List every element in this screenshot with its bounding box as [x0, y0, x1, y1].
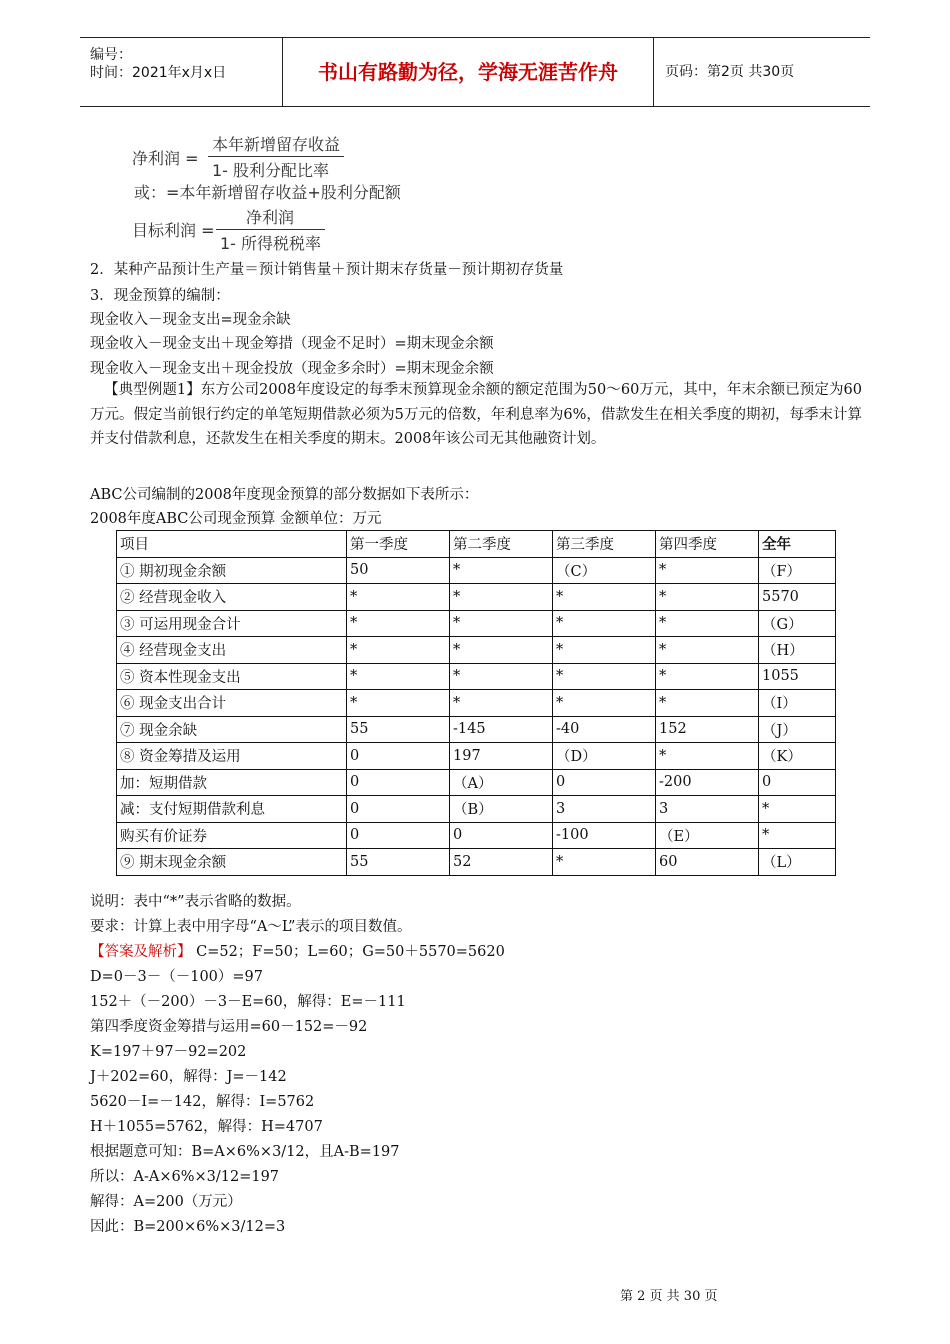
table-cell: ⑥ 现金支出合计	[117, 690, 347, 717]
answer-line: 152＋（－200）－3－E=60，解得：E=－111	[90, 994, 406, 1010]
table-cell: ② 经营现金收入	[117, 584, 347, 611]
table-cell: ⑧ 资金筹措及运用	[117, 743, 347, 770]
header-cell: 第二季度	[450, 531, 553, 558]
table-cell: *	[656, 743, 759, 770]
table-cell: *	[450, 557, 553, 584]
formula-target-profit-lhs: 目标利润 =	[132, 221, 215, 240]
table-body	[117, 557, 836, 875]
header-cell: 第一季度	[347, 531, 450, 558]
table-cell: 0	[553, 769, 656, 796]
table-row	[117, 822, 836, 849]
table-row	[117, 716, 836, 743]
table-cell: ⑨ 期末现金余额	[117, 849, 347, 876]
page-info: 页码：第2页 共30页	[665, 64, 795, 80]
table-cell: *	[759, 822, 836, 849]
table-cell: 0	[347, 743, 450, 770]
table-cell: *	[656, 663, 759, 690]
answer-line: 因此：B=200×6%×3/12=3	[90, 1219, 286, 1235]
table-cell: 5570	[759, 584, 836, 611]
formula-net-profit-fraction	[208, 132, 344, 181]
table-cell: *	[759, 796, 836, 823]
motto: 书山有路勤为径，学海无涯苦作舟	[283, 38, 654, 106]
table-cell: 加：短期借款	[117, 769, 347, 796]
table-cell: 3	[656, 796, 759, 823]
table-cell: 197	[450, 743, 553, 770]
table-cell: ④ 经营现金支出	[117, 637, 347, 664]
table-cell: （E）	[656, 822, 759, 849]
answer-line: 第四季度资金筹措与运用=60－152=－92	[90, 1019, 368, 1035]
table-cell: ① 期初现金余额	[117, 557, 347, 584]
table-cell: *	[656, 690, 759, 717]
table-cell: （H）	[759, 637, 836, 664]
fraction-denominator: 1- 股利分配比率	[212, 161, 330, 180]
section-heading: 3．现金预算的编制：	[90, 288, 230, 304]
table-cell: *	[656, 557, 759, 584]
answer-first-line	[90, 940, 505, 961]
table-row	[117, 663, 836, 690]
header-cell: 全年	[759, 531, 836, 558]
table-cell: -145	[450, 716, 553, 743]
table-cell: *	[553, 849, 656, 876]
table-note: 说明：表中“*”表示省略的数据。	[90, 894, 301, 910]
cash-formula-3: 现金收入－现金支出＋现金投放（现金多余时）=期末现金余额	[90, 361, 494, 377]
table-cell: *	[553, 663, 656, 690]
table-row	[117, 610, 836, 637]
table-cell: 152	[656, 716, 759, 743]
table-cell: ③ 可运用现金合计	[117, 610, 347, 637]
cash-budget-table	[116, 530, 836, 876]
table-cell: （B）	[450, 796, 553, 823]
table-cell: （J）	[759, 716, 836, 743]
table-cell: *	[450, 690, 553, 717]
table-cell: -200	[656, 769, 759, 796]
table-cell: *	[553, 584, 656, 611]
table-cell: （A）	[450, 769, 553, 796]
table-cell: （D）	[553, 743, 656, 770]
table-cell: 3	[553, 796, 656, 823]
fraction-numerator: 净利润	[216, 205, 325, 230]
answer-line: 5620－I=－142，解得：I=5762	[90, 1094, 315, 1110]
table-header-row	[117, 531, 836, 558]
table-cell: *	[656, 637, 759, 664]
page-footer: 第 2 页 共 30 页	[620, 1289, 718, 1304]
table-cell: *	[656, 610, 759, 637]
table-cell: 减：支付短期借款利息	[117, 796, 347, 823]
table-cell: -40	[553, 716, 656, 743]
table-cell: *	[553, 610, 656, 637]
time-label: 时间：2021年x月x日	[90, 65, 227, 81]
formula-alternative: 或：=本年新增留存收益+股利分配额	[134, 183, 401, 202]
table-cell: ⑤ 资本性现金支出	[117, 663, 347, 690]
table-row	[117, 557, 836, 584]
answer-line: H＋1055=5762，解得：H=4707	[90, 1119, 323, 1135]
table-cell: 0	[759, 769, 836, 796]
table-cell: （F）	[759, 557, 836, 584]
table-cell: ⑦ 现金余缺	[117, 716, 347, 743]
table-cell: *	[656, 584, 759, 611]
table-row	[117, 849, 836, 876]
table-cell: *	[347, 663, 450, 690]
table-row	[117, 769, 836, 796]
table-cell: *	[553, 690, 656, 717]
table-cell: （L）	[759, 849, 836, 876]
table-cell: 52	[450, 849, 553, 876]
fraction-numerator: 本年新增留存收益	[208, 132, 344, 157]
table-cell: *	[553, 637, 656, 664]
table-cell: 60	[656, 849, 759, 876]
table-cell: *	[450, 610, 553, 637]
table-row	[117, 796, 836, 823]
header-cell: 第四季度	[656, 531, 759, 558]
table-cell: *	[347, 610, 450, 637]
table-cell: -100	[553, 822, 656, 849]
table-cell: *	[347, 637, 450, 664]
cash-formula-2: 现金收入－现金支出＋现金筹措（现金不足时）=期末现金余额	[90, 336, 494, 352]
table-cell: *	[347, 690, 450, 717]
answer-line: 所以：A-A×6%×3/12=197	[90, 1169, 280, 1185]
number-label: 编号：	[90, 47, 132, 63]
answer-line: 根据题意可知：B=A×6%×3/12，且A-B=197	[90, 1144, 400, 1160]
production-formula: 2．某种产品预计生产量＝预计销售量＋预计期末存货量－预计期初存货量	[90, 262, 564, 278]
table-row	[117, 584, 836, 611]
table-cell: 55	[347, 716, 450, 743]
table-cell: （K）	[759, 743, 836, 770]
answer-line: K=197＋97－92=202	[90, 1044, 247, 1060]
table-cell: *	[347, 584, 450, 611]
cash-formula-1: 现金收入－现金支出=现金余缺	[90, 312, 291, 328]
example-paragraph: 【典型例题1】东方公司2008年度设定的每季末预算现金余额的额定范围为50～60万元，其中，年末余额已预定为60万元。假定当前银行约定的单笔短期借款必须为5万元的倍数，年利息率为6%，借款发生在相关季度的期初，每季末计算并支付借款利息，还款发生在相关季度的期末。2008年该公司无其他融资计划。	[90, 382, 862, 447]
requirement: 要求：计算上表中用字母“A～L”表示的项目数值。	[90, 919, 412, 935]
answer-line: J＋202=60，解得：J=－142	[90, 1069, 287, 1085]
table-cell: 0	[347, 822, 450, 849]
table-cell: 0	[347, 769, 450, 796]
table-row	[117, 690, 836, 717]
table-cell: （C）	[553, 557, 656, 584]
fraction-denominator: 1- 所得税税率	[220, 234, 322, 253]
table-cell: 0	[347, 796, 450, 823]
header-cell: 项目	[117, 531, 347, 558]
formula-net-profit-lhs: 净利润 =	[132, 149, 199, 168]
answer-label: 【答案及解析】	[90, 944, 192, 960]
abc-intro: ABC公司编制的2008年度现金预算的部分数据如下表所示：	[90, 487, 479, 503]
answer-line: 解得：A=200（万元）	[90, 1194, 242, 1210]
table-row	[117, 743, 836, 770]
table-cell: （G）	[759, 610, 836, 637]
header-cell: 第三季度	[553, 531, 656, 558]
table-title: 2008年度ABC公司现金预算 金额单位：万元	[90, 511, 382, 527]
answer-line: D=0－3－（－100）=97	[90, 969, 264, 985]
answer-first: C=52；F=50；L=60；G=50＋5570=5620	[191, 944, 505, 960]
table-row	[117, 637, 836, 664]
table-cell: 55	[347, 849, 450, 876]
table-cell: 50	[347, 557, 450, 584]
table-cell: 0	[450, 822, 553, 849]
formula-target-profit-fraction	[216, 205, 325, 254]
table-cell: *	[450, 637, 553, 664]
header-meta	[80, 38, 283, 106]
table-cell: 1055	[759, 663, 836, 690]
table-cell: 购买有价证券	[117, 822, 347, 849]
table-cell: （I）	[759, 690, 836, 717]
table-cell: *	[450, 663, 553, 690]
table-cell: *	[450, 584, 553, 611]
page-header	[80, 37, 870, 107]
